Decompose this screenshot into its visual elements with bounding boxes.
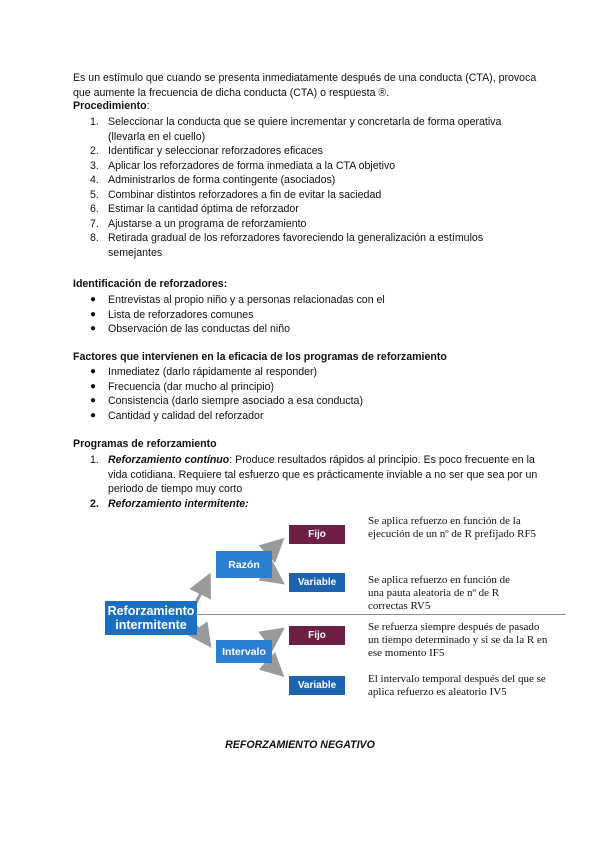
bullet-icon: ● — [90, 294, 97, 305]
step-number: 5. — [90, 188, 99, 201]
fijo-intervalo-node: Fijo — [289, 626, 345, 645]
desc-intervalo-variable: El intervalo temporal después del que se aplica refuerzo es aleatorio IV5 — [368, 673, 546, 698]
list-item — [73, 365, 533, 380]
step-text: Combinar distintos reforzadores a fin de evitar la saciedad — [108, 188, 382, 201]
step-number: 2. — [90, 145, 99, 157]
bullet-text: Lista de reforzadores comunes — [108, 308, 254, 321]
section-title-negative: REFORZAMIENTO NEGATIVO — [225, 739, 375, 751]
identification-list — [73, 293, 533, 337]
list-item — [73, 173, 533, 188]
list-item — [73, 144, 533, 159]
bullet-text: Cantidad y calidad del reforzador — [108, 409, 264, 422]
list-item — [73, 497, 543, 512]
programs-title: Programas de reforzamiento — [73, 438, 217, 450]
step-number: 8. — [90, 232, 99, 244]
intro-paragraph: Es un estímulo que cuando se presenta inmediatamente después de una conducta (CTA), provoca que aumente la frecuencia de dicha conducta (CTA) o respuesta ®. — [73, 72, 537, 99]
step-text: Seleccionar la conducta que se quiere incrementar y concretarla de forma operativa (llevarla en el cuello) — [108, 116, 502, 143]
step-text: Identificar y seleccionar reforzadores eficaces — [108, 145, 323, 157]
desc-intervalo-fijo: Se refuerza siempre después de pasado un tiempo determinado y si se da la R en ese momento IF5 — [368, 621, 548, 659]
list-item — [73, 231, 533, 260]
bullet-text: Observación de las conductas del niño — [108, 323, 290, 335]
procedure-steps — [73, 115, 533, 260]
fijo-razon-node: Fijo — [289, 525, 345, 544]
list-item — [73, 115, 533, 144]
step-number: 3. — [90, 159, 99, 172]
arrow-root-intervalo — [196, 626, 208, 643]
procedure-title-text: Procedimiento — [73, 100, 147, 112]
bullet-icon: ● — [90, 380, 97, 392]
step-text: Ajustarse a un programa de reforzamiento — [108, 217, 307, 230]
list-item — [73, 188, 533, 203]
list-item — [73, 202, 533, 217]
item-number: 1. — [90, 454, 99, 466]
step-text: Estimar la cantidad óptima de reforzador — [108, 203, 299, 215]
programs-list — [73, 453, 543, 511]
list-item — [73, 217, 533, 232]
root-node: Reforzamiento intermitente — [105, 601, 197, 635]
bullet-icon: ● — [90, 323, 97, 334]
step-number: 7. — [90, 217, 99, 230]
bullet-icon: ● — [90, 395, 97, 406]
continuous-text: : Produce resultados rápidos al principio. Es poco frecuente en la vida cotidiana. Requiere tal esfuerzo que es prácticamente inviable a no ser que sea por un periodo de tiempo muy corto — [108, 454, 538, 495]
procedure-title: Procedimiento: — [73, 100, 150, 112]
divider-line — [196, 614, 566, 615]
list-item — [73, 409, 533, 424]
step-text: Retirada gradual de los reforzadores favoreciendo la generalización a estímulos semejantes — [108, 232, 484, 259]
step-number: 4. — [90, 174, 99, 186]
variable-intervalo-node: Variable — [289, 676, 345, 695]
factors-list — [73, 365, 533, 423]
bullet-icon: ● — [90, 308, 97, 320]
intervalo-node: Intervalo — [216, 640, 272, 663]
list-item — [73, 322, 533, 337]
list-item — [73, 394, 533, 409]
razon-node: Razón — [216, 551, 272, 578]
intermittent-label: Reforzamiento intermitente: — [108, 497, 249, 510]
bullet-text: Consistencia (darlo siempre asociado a esa conducta) — [108, 395, 363, 407]
step-number: 6. — [90, 203, 99, 215]
bullet-text: Entrevistas al propio niño y a personas relacionadas con el — [108, 294, 385, 306]
list-item — [73, 380, 533, 395]
bullet-text: Inmediatez (darlo rápidamente al responder) — [108, 366, 318, 378]
desc-razon-fijo: Se aplica refuerzo en función de la ejecución de un nº de R prefijado RF5 — [368, 515, 537, 540]
step-text: Administrarlos de forma contingente (asociados) — [108, 174, 336, 186]
bullet-icon: ● — [90, 409, 97, 421]
step-text: Aplicar los reforzadores de forma inmediata a la CTA objetivo — [108, 159, 396, 172]
continuous-label: Reforzamiento contínuo — [108, 454, 230, 466]
factors-title: Factores que intervienen en la eficacia de los programas de reforzamiento — [73, 351, 447, 363]
step-number: 1. — [90, 116, 99, 128]
arrow-root-razon — [196, 578, 208, 603]
bullet-icon: ● — [90, 366, 97, 377]
item-number: 2. — [90, 497, 99, 510]
desc-razon-variable: Se aplica refuerzo en función de una pauta aleatoria de nº de R correctas RV5 — [368, 574, 511, 612]
list-item — [73, 453, 543, 497]
variable-razon-node: Variable — [289, 573, 345, 592]
list-item — [73, 308, 533, 323]
identification-title: Identificación de reforzadores: — [73, 278, 228, 290]
list-item — [73, 293, 533, 308]
bullet-text: Frecuencia (dar mucho al principio) — [108, 380, 275, 393]
list-item — [73, 159, 533, 174]
